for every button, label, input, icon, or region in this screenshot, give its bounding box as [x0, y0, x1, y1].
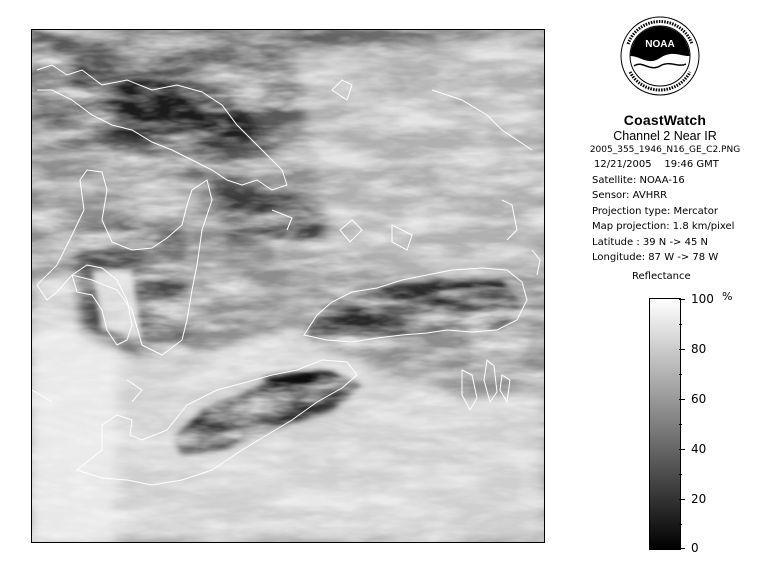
colorbar: [649, 298, 681, 550]
colorbar-tick-label: 20: [691, 492, 707, 506]
noaa-logo: [620, 16, 700, 96]
colorbar-minor-tick: [679, 424, 682, 425]
colorbar-label: Reflectance: [632, 271, 691, 282]
colorbar-unit: %: [722, 290, 733, 303]
projection-type-line: Projection type: Mercator: [592, 205, 718, 217]
satellite-image: [31, 29, 545, 543]
colorbar-minor-tick: [679, 374, 682, 375]
sensor-line: Sensor: AVHRR: [592, 190, 668, 201]
time-value: 19:46 GMT: [664, 159, 719, 170]
satellite-line: Satellite: NOAA-16: [592, 174, 685, 186]
colorbar-tick: [679, 449, 685, 450]
channel-label: Channel 2 Near IR: [613, 129, 717, 143]
colorbar-minor-tick: [679, 524, 682, 525]
colorbar-tick: [679, 299, 685, 300]
date-value: 12/21/2005: [594, 159, 652, 170]
colorbar-minor-tick: [679, 474, 682, 475]
colorbar-tick: [679, 499, 685, 500]
info-panel: [560, 112, 770, 266]
colorbar-tick-label: 60: [691, 392, 707, 406]
longitude-line: Longitude: 87 W -> 78 W: [592, 252, 719, 263]
map-projection-line: Map projection: 1.8 km/pixel: [592, 221, 735, 232]
satellite-image-svg: [32, 30, 544, 542]
product-title: CoastWatch: [623, 112, 707, 128]
colorbar-tick: [679, 399, 685, 400]
latitude-line: Latitude : 39 N -> 45 N: [592, 236, 708, 248]
colorbar-tick-label: 100: [691, 292, 714, 306]
colorbar-tick: [679, 349, 685, 350]
colorbar-tick-label: 0: [691, 541, 699, 555]
colorbar-minor-tick: [679, 324, 682, 325]
noaa-logo-text: NOAA: [645, 39, 675, 50]
date-time: [560, 157, 770, 173]
colorbar-tick-label: 80: [691, 342, 707, 356]
noaa-logo-icon: [620, 16, 700, 96]
colorbar-tick: [679, 548, 685, 549]
filename: 2005_355_1946_N16_GE_C2.PNG: [589, 145, 741, 155]
colorbar-tick-label: 40: [691, 442, 707, 456]
